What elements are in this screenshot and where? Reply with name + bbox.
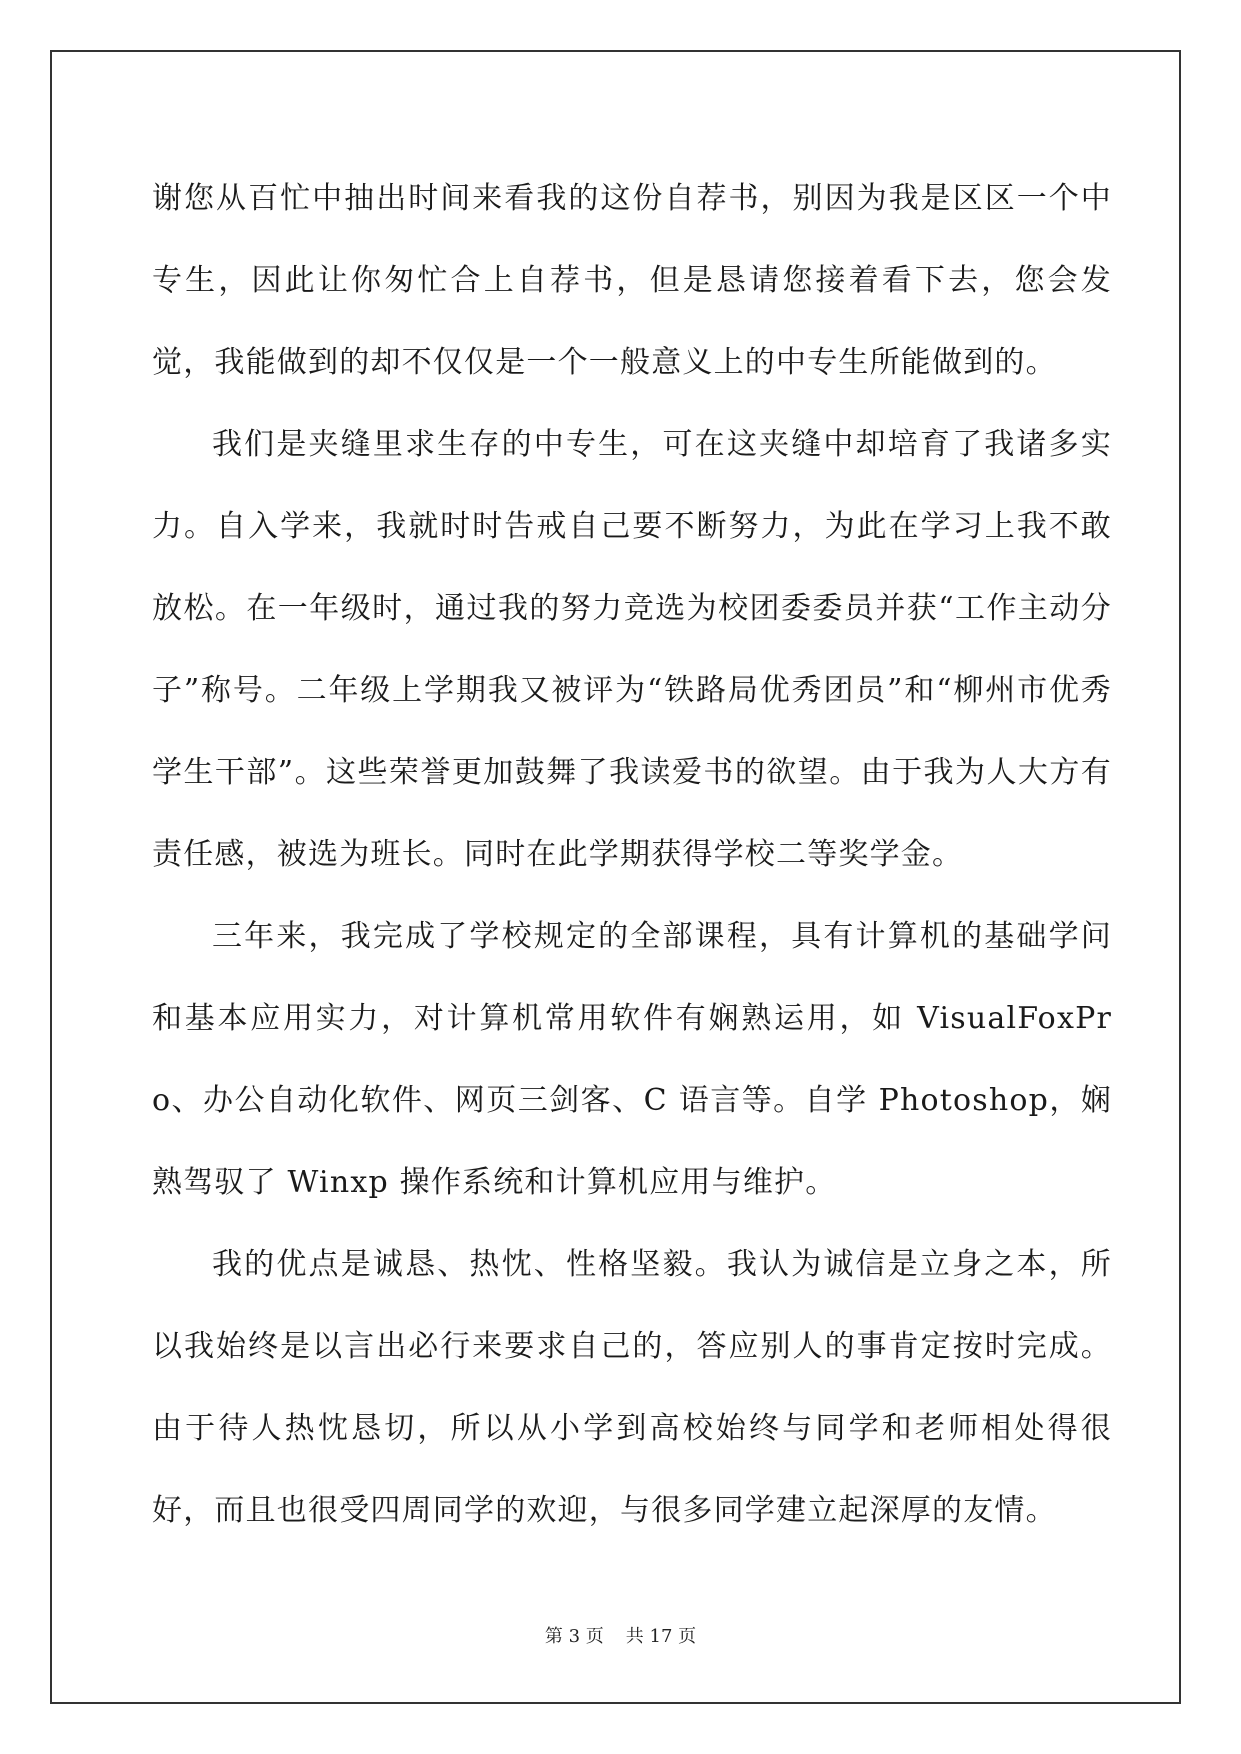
paragraph-4: 我的优点是诚恳、热忱、性格坚毅。我认为诚信是立身之本，所以我始终是以言出必行来要求自己的，答应别人的事肯定按时完成。由于待人热忱恳切，所以从小学到高校始终与同学和老师相处得很好，而且也很受四周同学的欢迎，与很多同学建立起深厚的友情。 [152,1247,1112,1528]
paragraph-2: 我们是夹缝里求生存的中专生，可在这夹缝中却培育了我诸多实力。自入学来，我就时时告戒自己要不断努力，为此在学习上我不敢放松。在一年级时，通过我的努力竞选为校团委委员并获“工作主动分子”称号。二年级上学期我又被评为“铁路局优秀团员”和“柳州市优秀学生干部”。这些荣誉更加鼓舞了我读爱书的欲望。由于我为人大方有责任感，被选为班长。同时在此学期获得学校二等奖学金。 [152,427,1112,872]
document-body [152,158,1112,1552]
page-number: 第 3 页 [544,1626,604,1647]
page-footer [0,1622,1241,1648]
page-total: 共 17 页 [625,1626,697,1647]
paragraph-1: 谢您从百忙中抽出时间来看我的这份自荐书，别因为我是区区一个中专生，因此让你匆忙合上自荐书，但是恳请您接着看下去，您会发觉，我能做到的却不仅仅是一个一般意义上的中专生所能做到的。 [152,181,1112,380]
paragraph-3: 三年来，我完成了学校规定的全部课程，具有计算机的基础学问和基本应用实力，对计算机常用软件有娴熟运用，如 VisualFoxPro、办公自动化软件、网页三剑客、C 语言等。自学 Photoshop，娴熟驾驭了 Winxp 操作系统和计算机应用与维护。 [152,919,1112,1200]
